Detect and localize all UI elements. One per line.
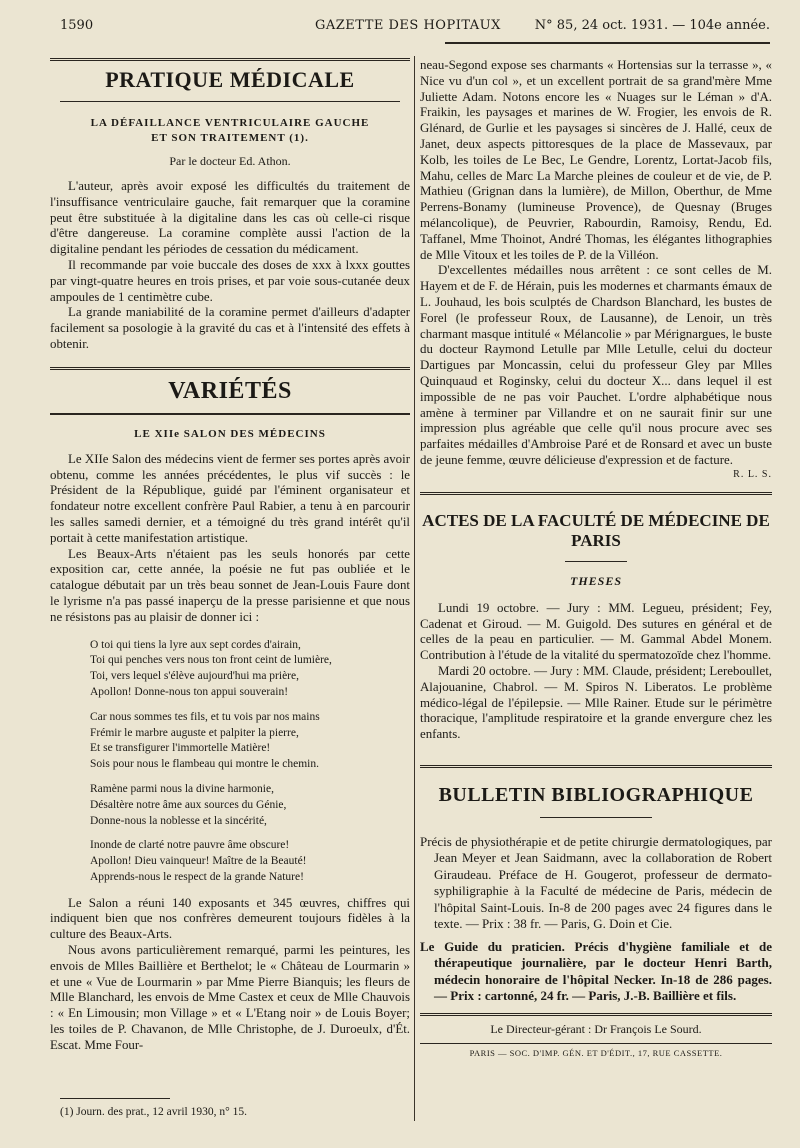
stanza bbox=[90, 782, 410, 829]
paragraph: Il recommande par voie buccale des doses de xxx à lxxx gouttes par vingt-quatre heures en trois prises, et par voie sous-cutanée deux ampoules de 1 centimètre cube. bbox=[50, 257, 410, 304]
theses-list bbox=[420, 601, 772, 743]
journal-title: GAZETTE DES HOPITAUX bbox=[315, 18, 501, 33]
paragraph: Lundi 19 octobre. — Jury : MM. Legueu, président; Fey, Cadenat et Giroud. — M. Guigold. Des sutures en général et de celles de la peau en particulier. — M. Gammal Abdel Monem. Contribution à l'étude de la vitalité du spermatozoïde chez l'homme. bbox=[420, 600, 772, 663]
stanza bbox=[90, 838, 410, 885]
verse: Donne-nous la noblesse et la sincérité, bbox=[90, 814, 267, 827]
article-signature: R. L. S. bbox=[733, 468, 772, 480]
director-manager: Le Directeur-gérant : Dr François Le Sourd. bbox=[490, 1021, 702, 1036]
section-rule bbox=[420, 765, 772, 768]
verse: Apprends-nous le respect de la grande Nature! bbox=[90, 870, 304, 883]
column-divider bbox=[414, 56, 415, 1121]
verse: Apollon! Dieu vainqueur! Maître de la Beauté! bbox=[90, 855, 307, 868]
paragraph: L'auteur, après avoir exposé les difficultés du traitement de l'insuffisance ventriculaire gauche, fait remarquer que la coramine peut être substituée à la digitaline dans les cas où celle-ci risque d'être dangereuse. La coramine complète aussi l'action de la digitaline pendant les périodes de cessation du médicament. bbox=[50, 179, 410, 257]
footnote: (1) Journ. des prat., 12 avril 1930, n° 15. bbox=[60, 1106, 247, 1118]
article-title: ET SON TRAITEMENT (1). bbox=[151, 132, 309, 144]
article-body bbox=[50, 896, 410, 1054]
verse: Ramène parmi nous la divine harmonie, bbox=[90, 782, 274, 795]
article-body bbox=[50, 179, 410, 353]
paragraph: Nous avons particulièrement remarqué, parmi les peintures, les envois de Mlles Baillière et Berthelot; le « Château de Lourmarin » et une « Vue de Lourmarin » par Mme Pierre Bianquis; les fleurs de Mlle Blanchard, les envois de Mme Castex et ceux de Mlle Chauvois : « En Limousin; mon Village » et « L'Etang noir » de Louis Boyer; les toiles de P. Chavanon, de Mlle Christophe, de J. Duroeulx, d'Ét. Escat. Mme Four- bbox=[50, 943, 410, 1052]
section-rule bbox=[420, 1043, 772, 1044]
section-title-pratique: PRATIQUE MÉDICALE bbox=[105, 67, 355, 92]
section-rule bbox=[50, 413, 410, 415]
section-rule bbox=[420, 1013, 772, 1016]
section-title-varietes: VARIÉTÉS bbox=[168, 377, 292, 404]
article-title: LE XIIe SALON DES MÉDECINS bbox=[134, 427, 326, 440]
paragraph: D'excellentes médailles nous arrêtent : ce sont celles de M. Hayem et de F. de Hérain, puis les modernes et charmants émaux de L. Jouhaud, les bois sculptés de Chardson Blanchard, les bustes de Forel (le professeur Roux, de Lausanne), de Lenoir, un très charmant masque intitulé « Mélancolie » par Mérignargues, le buste du docteur Raymond Letulle par Mlle Letulle, celui du docteur Dartigues par Moncassin, celui du professeur Gley par Mlles Quinquaud et Roginsky, celui du docteur X... dans lequel il est impossible de ne pas voir Pauchet. L'ordre alphabétique nous amène à terminer par Villandre et on ne saurait finir sur une impression plus agréable que celle qu'il nous procure avec ses parfaites médailles d'Ambroise Paré et de Ronsard et avec un buste de jeune femme, œuvre délicieuse d'expression et de facture. bbox=[420, 263, 772, 467]
paragraph: Le Salon a réuni 140 exposants et 345 œuvres, chiffres qui indiquent bien que nos confrères demeurent toujours fidèles à la culture des Beaux-Arts. bbox=[50, 895, 410, 942]
verse: Désaltère notre âme aux sources du Génie, bbox=[90, 798, 287, 811]
section-rule bbox=[565, 561, 627, 562]
footnote-rule bbox=[60, 1098, 170, 1099]
page-number: 1590 bbox=[60, 18, 94, 33]
verse: Apollon! Donne-nous ton appui souverain! bbox=[90, 685, 289, 698]
stanza bbox=[90, 710, 410, 773]
paragraph: neau-Segond expose ses charmants « Hortensias sur la terrasse », « Nice vu d'un col », et un excellent portrait de sa grand'mère Mme Juliette Adam. Notons encore les « Nuages sur le Léman » d'A. Fraikin, les paysages et marines de W. Frogier, les envois de R. Glénard, de Gurlie et les paysages si sincères de J. Hallé, ceux de Janet, deux aspects pittoresques de la place de Massevaux, par Kolb, les toiles de Le Bec, Le Gendre, Lorentz, Lortat-Jacob fils, Mahu, celles de Marc La Marche pleines de couleur et de vie, de P. Mathieu (Grignan dans la lumière), de Millon, Oberthur, de Mme Perrens-Bonamy (lumineuse Provence), de Quesnay (Bruges mélancolique), de Peuvrier, Rabourdin, Ramoisy, Rendu, Ed. Taffanel, Mme Thoinot, André Thomas, les élégantes lithographies de Mlle Vitoux et les toiles de P. de la Villéon. bbox=[420, 58, 772, 262]
paragraph: La grande maniabilité de la coramine permet d'ailleurs d'adapter facilement sa posologie à la gravité du cas et à l'intensité des effets à obtenir. bbox=[50, 305, 410, 351]
right-column bbox=[420, 58, 772, 1058]
printer-imprint: PARIS — SOC. D'IMP. GÉN. ET D'ÉDIT., 17, RUE CASSETTE. bbox=[469, 1047, 723, 1058]
paragraph: Les Beaux-Arts n'étaient pas les seuls honorés par cette exposition car, cette année, la poésie ne fut pas oubliée et le catalogue débutait par un très beau sonnet de Jean-Louis Faure dont le lyrisme n'a pas passé inaperçu de la presse parisienne et que nous ne résistons pas au plaisir de donner ici : bbox=[50, 546, 410, 624]
article-author: Par le docteur Ed. Athon. bbox=[169, 154, 291, 168]
sonnet bbox=[90, 638, 410, 886]
bibliography bbox=[420, 834, 772, 1005]
issue-info: N° 85, 24 oct. 1931. — 104e année. bbox=[534, 18, 770, 33]
bibliography-entry: Précis de physiothérapie et de petite chirurgie dermatologiques, par Jean Meyer et Jean Saidmann, avec la collaboration de Robert Giraudeau. Préface de H. Gougerot, professeur de dermato-syphiligraphie à la Faculté de médecine de Paris, médecin de l'hôpital Saint-Louis. In-8 de 200 pages avec 24 figures dans le texte. — Prix : 38 fr. — Paris, G. Doin et Cie. bbox=[420, 833, 772, 932]
article-title: LA DÉFAILLANCE VENTRICULAIRE GAUCHE bbox=[90, 117, 370, 129]
verse: Car nous sommes tes fils, et tu vois par nos mains bbox=[90, 710, 320, 723]
section-rule bbox=[420, 492, 772, 495]
verse: Toi qui penches vers nous ton front ceint de lumière, bbox=[90, 654, 332, 667]
article-body bbox=[50, 452, 410, 626]
subsection-title: THESES bbox=[569, 573, 623, 588]
bibliography-entry: Le Guide du praticien. Précis d'hygiène familiale et de thérapeutique journalière, par le docteur Henri Barth, médecin honoraire de l'hôpital Necker. In-18 de 286 pages. — Prix : cartonné, 24 fr. — Paris, J.-B. Baillière et fils. bbox=[420, 938, 772, 1004]
section-rule bbox=[60, 101, 400, 102]
stanza bbox=[90, 638, 410, 701]
section-rule bbox=[540, 817, 652, 818]
left-column bbox=[50, 58, 410, 1054]
page-header bbox=[60, 18, 770, 40]
paragraph: Le XIIe Salon des médecins vient de fermer ses portes après avoir obtenu, comme les années précédentes, le plus vif succès : le Président de la République, guidé par l'éminent organisateur et fondateur notre excellent confrère Paul Rabier, a tenu à en parcourir les salles samedi dernier, et a témoigné du très grand intérêt qu'il portait à cette manifestation artistique. bbox=[50, 451, 410, 545]
verse: Frémir le marbre auguste et palpiter la pierre, bbox=[90, 726, 299, 739]
verse: Et se transfigurer l'immortelle Matière! bbox=[90, 742, 271, 755]
verse: Toi, vers lequel s'élève aujourd'hui ma prière, bbox=[90, 670, 299, 683]
paragraph: Mardi 20 octobre. — Jury : MM. Claude, président; Lereboullet, Alajouanine, Chabrol. — M. Spiros N. Liberatos. Le problème médico-légal de l'épilepsie. — Mlle Rainer. Etude sur le périmètre thoracique, l'amplitude respiratoire et la grande envergure chez les enfants. bbox=[420, 663, 772, 742]
verse: O toi qui tiens la lyre aux sept cordes d'airain, bbox=[90, 638, 301, 651]
section-rule bbox=[50, 367, 410, 370]
section-title-bulletin: BULLETIN BIBLIOGRAPHIQUE bbox=[438, 783, 754, 806]
article-continuation bbox=[420, 58, 772, 469]
verse: Sois pour nous le flambeau qui montre le chemin. bbox=[90, 758, 319, 771]
header-rule bbox=[445, 42, 770, 44]
verse: Inonde de clarté notre pauvre âme obscure! bbox=[90, 839, 290, 852]
section-rule bbox=[50, 58, 410, 61]
section-title-actes: ACTES DE LA FACULTÉ DE MÉDECINE DE PARIS bbox=[422, 510, 770, 550]
